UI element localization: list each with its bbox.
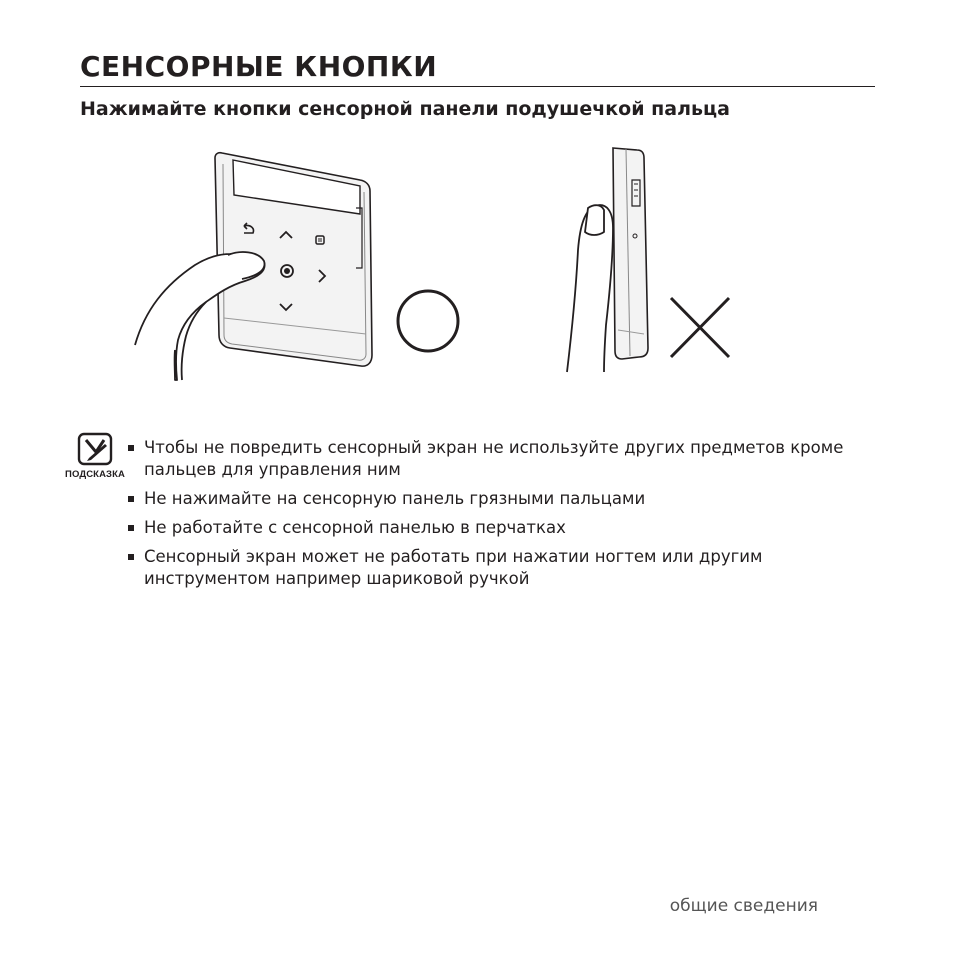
device-side-illustration — [613, 148, 648, 359]
circle-mark-icon — [398, 291, 458, 351]
bullet-icon — [128, 496, 134, 502]
page-title: СЕНСОРНЫЕ КНОПКИ — [80, 50, 438, 83]
tips-list — [128, 437, 873, 597]
touch-illustration — [120, 140, 840, 390]
title-divider — [80, 86, 875, 87]
list-item — [128, 437, 873, 481]
bullet-icon — [128, 445, 134, 451]
tip-icon-label: ПОДСКАЗКА — [65, 469, 125, 480]
bullet-icon — [128, 554, 134, 560]
page-subtitle: Нажимайте кнопки сенсорной панели подушечкой пальца — [80, 98, 730, 120]
fingernail-illustration — [567, 205, 613, 372]
bullet-icon — [128, 525, 134, 531]
list-item — [128, 517, 873, 539]
list-item — [128, 546, 873, 590]
page-footer: общие сведения — [669, 896, 818, 916]
list-item-text: Не работайте с сенсорной панелью в перчатках — [144, 518, 566, 537]
cross-mark-icon — [671, 298, 729, 357]
list-item-text: Сенсорный экран может не работать при нажатии ногтем или другим инструментом например шариковой ручкой — [144, 547, 763, 588]
list-item — [128, 488, 873, 510]
list-item-text: Чтобы не повредить сенсорный экран не используйте других предметов кроме пальцев для управления ним — [144, 438, 844, 479]
list-item-text: Не нажимайте на сенсорную панель грязными пальцами — [144, 489, 646, 508]
